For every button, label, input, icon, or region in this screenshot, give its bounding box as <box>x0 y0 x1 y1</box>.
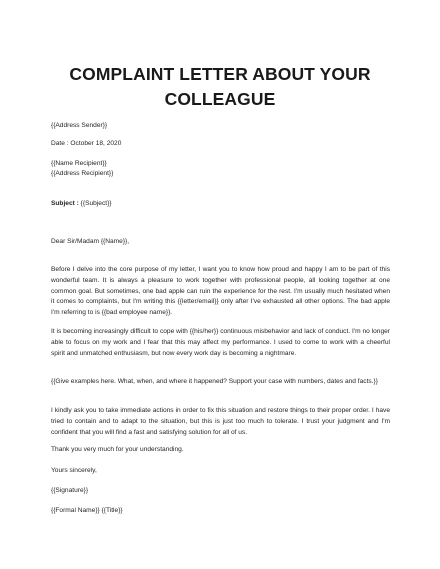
subject-label: Subject : <box>51 200 79 207</box>
subject-line <box>51 199 111 209</box>
formal-name: {{Formal Name}} {{Title}} <box>51 507 123 514</box>
paragraph-request: I kindly ask you to take immediate actions in order to fix this situation and restore things to their proper order. I have tried to contain and to adapt to the situation, but this is just too much to tolerate. I trust your judgment and I'm confident that you will find a fast and satisfying solution for all of us. <box>51 407 390 436</box>
salutation: Dear Sir/Madam {{Name}}, <box>51 238 130 245</box>
address-recipient: {{Address Recipient}} <box>51 170 114 177</box>
name-recipient: {{Name Recipient}} <box>51 160 107 167</box>
paragraph-intro: Before I delve into the core purpose of my letter, I want you to know how proud and happy I am to be part of this wonderful team. It is always a pleasure to work together with professional people, all looking together at one common goal. But sometimes, one bad apple can ruin the experience for the rest. I'm usually much hesitated when it comes to complaints, but I'm writing this {{letter/email}} only after I've exhausted all other options. The bad apple I'm referring to is {{bad employee name}}. <box>51 266 390 317</box>
address-sender: {{Address Sender}} <box>51 122 108 129</box>
paragraph-examples: {{Give examples here. What, when, and where it happened? Support your case with numbers, dates and facts.}} <box>51 378 378 385</box>
paragraph-problem: It is becoming increasingly difficult to cope with {{his/her}} continuous misbehavior and lack of conduct. I'm no longer able to focus on my work and I fear that this may affect my performance. I used to come to work with a cheerful spirit and unmatched enthusiasm, but now every work day is becoming a nightmare. <box>51 328 390 357</box>
closing: Yours sincerely, <box>51 467 97 474</box>
document-title-line-2: COLLEAGUE <box>164 89 276 109</box>
signature: {{Signature}} <box>51 487 89 494</box>
document-title-line-1: COMPLAINT LETTER ABOUT YOUR <box>69 64 371 84</box>
letter-date: Date : October 18, 2020 <box>51 140 122 147</box>
paragraph-thanks: Thank you very much for your understanding. <box>51 446 184 453</box>
subject-value: {{Subject}} <box>78 200 112 207</box>
